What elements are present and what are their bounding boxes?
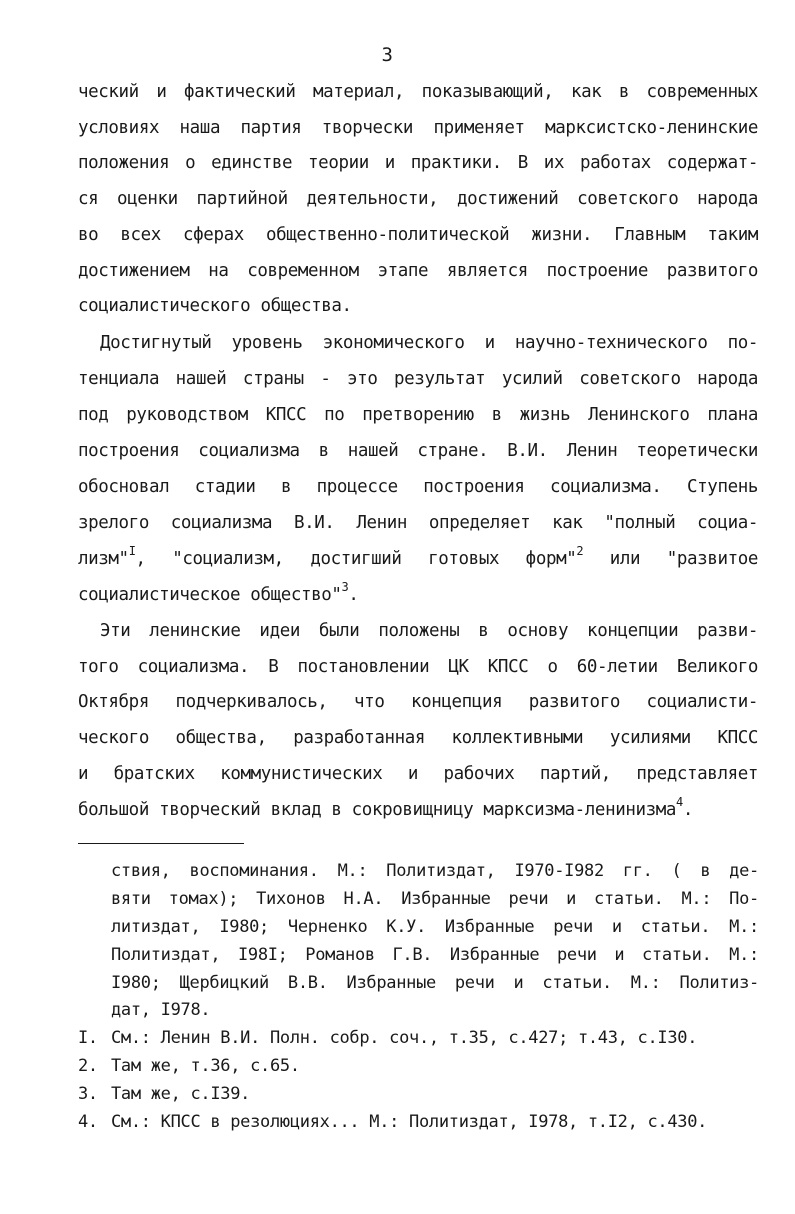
footnote-line: ствия, воспоминания. М.: Политиздат, I970-I982 гг. ( в де- [111, 861, 759, 881]
body-text-segment: социалистическое общество" [78, 585, 342, 605]
body-line: ческий и фактический материал, показывающий, как в современных [78, 82, 758, 102]
body-text-segment: . [348, 585, 359, 605]
body-line-with-refs [78, 544, 758, 569]
footnote-number: 3. [78, 1084, 98, 1104]
body-line: обосновал стадии в процессе построения социализма. Ступень [78, 477, 758, 497]
footnote-line: Политиздат, I98I; Романов Г.В. Избранные речи и статьи. М.: [111, 945, 759, 965]
footnote-item [78, 1112, 768, 1132]
body-line: положения о единстве теории и практики. В их работах содержат- [78, 153, 758, 173]
body-line: зрелого социализма В.И. Ленин определяет как "полный социа- [78, 513, 758, 533]
body-line: достижением на современном этапе является построение развитого [78, 261, 758, 281]
footnote-text: Там же, т.36, с.65. [111, 1056, 300, 1076]
footnote-ref: 4 [676, 795, 683, 809]
footnote-text: Там же, с.I39. [111, 1084, 251, 1104]
body-text-segment: или "развитое [583, 549, 758, 569]
body-line: ся оценки партийной деятельности, достижений советского народа [78, 189, 758, 209]
footnote-ref: I [128, 544, 136, 558]
footnote-line: вяти томах); Тихонов Н.А. Избранные речи и статьи. М.: По- [111, 889, 759, 909]
body-line: во всех сферах общественно-политической жизни. Главным таким [78, 225, 758, 245]
footnote-number: I. [78, 1028, 98, 1048]
footnote-ref: 3 [341, 580, 349, 594]
footnote-line: литиздат, I980; Черненко К.У. Избранные речи и статьи. М.: [111, 917, 759, 937]
body-line: тенциала нашей страны - это результат усилий советского народа [78, 369, 758, 389]
body-line: Октября подчеркивалось, что концепция развитого социалисти- [78, 692, 758, 712]
page-number: 3 [381, 44, 394, 66]
footnote-line: I980; Щербицкий В.В. Избранные речи и статьи. М.: Политиз- [111, 973, 759, 993]
footnote-divider [78, 843, 244, 844]
body-line: того социализма. В постановлении ЦК КПСС о 60-летии Великого [78, 657, 758, 677]
footnote-ref: 2 [576, 544, 584, 558]
footnote-text: См.: КПСС в резолюциях... М.: Политиздат, I978, т.I2, с.430. [111, 1112, 708, 1132]
body-text-segment: . [682, 800, 693, 820]
body-line-with-refs [78, 580, 758, 605]
footnote-item [78, 1084, 768, 1104]
body-text-segment: большой творческий вклад в сокровищницу марксизма-ленинизма [78, 800, 677, 820]
footnote-number: 2. [78, 1056, 98, 1076]
body-text-segment: , "социализм, достигший готовых форм" [135, 549, 577, 569]
body-line: построения социализма в нашей стране. В.И. Ленин теоретически [78, 441, 758, 461]
body-text-segment: лизм" [78, 549, 129, 569]
body-line: социалистического общества. [78, 296, 352, 316]
body-line: под руководством КПСС по претворению в жизнь Ленинского плана [78, 405, 758, 425]
footnote-text: См.: Ленин В.И. Полн. собр. соч., т.35, с.427; т.43, с.I30. [111, 1028, 698, 1048]
footnote-number: 4. [78, 1112, 98, 1132]
body-line: ческого общества, разработанная коллективными усилиями КПСС [78, 728, 758, 748]
body-line: условиях наша партия творчески применяет марксистско-ленинские [78, 118, 758, 138]
footnote-line: дат, I978. [111, 1000, 211, 1020]
body-line: Эти ленинские идеи были положены в основу концепции разви- [100, 621, 758, 641]
footnote-item [78, 1056, 768, 1076]
body-line: Достигнутый уровень экономического и научно-технического по- [100, 333, 758, 353]
body-line-with-refs [78, 795, 758, 820]
body-line: и братских коммунистических и рабочих партий, представляет [78, 764, 758, 784]
footnote-item [78, 1028, 768, 1048]
